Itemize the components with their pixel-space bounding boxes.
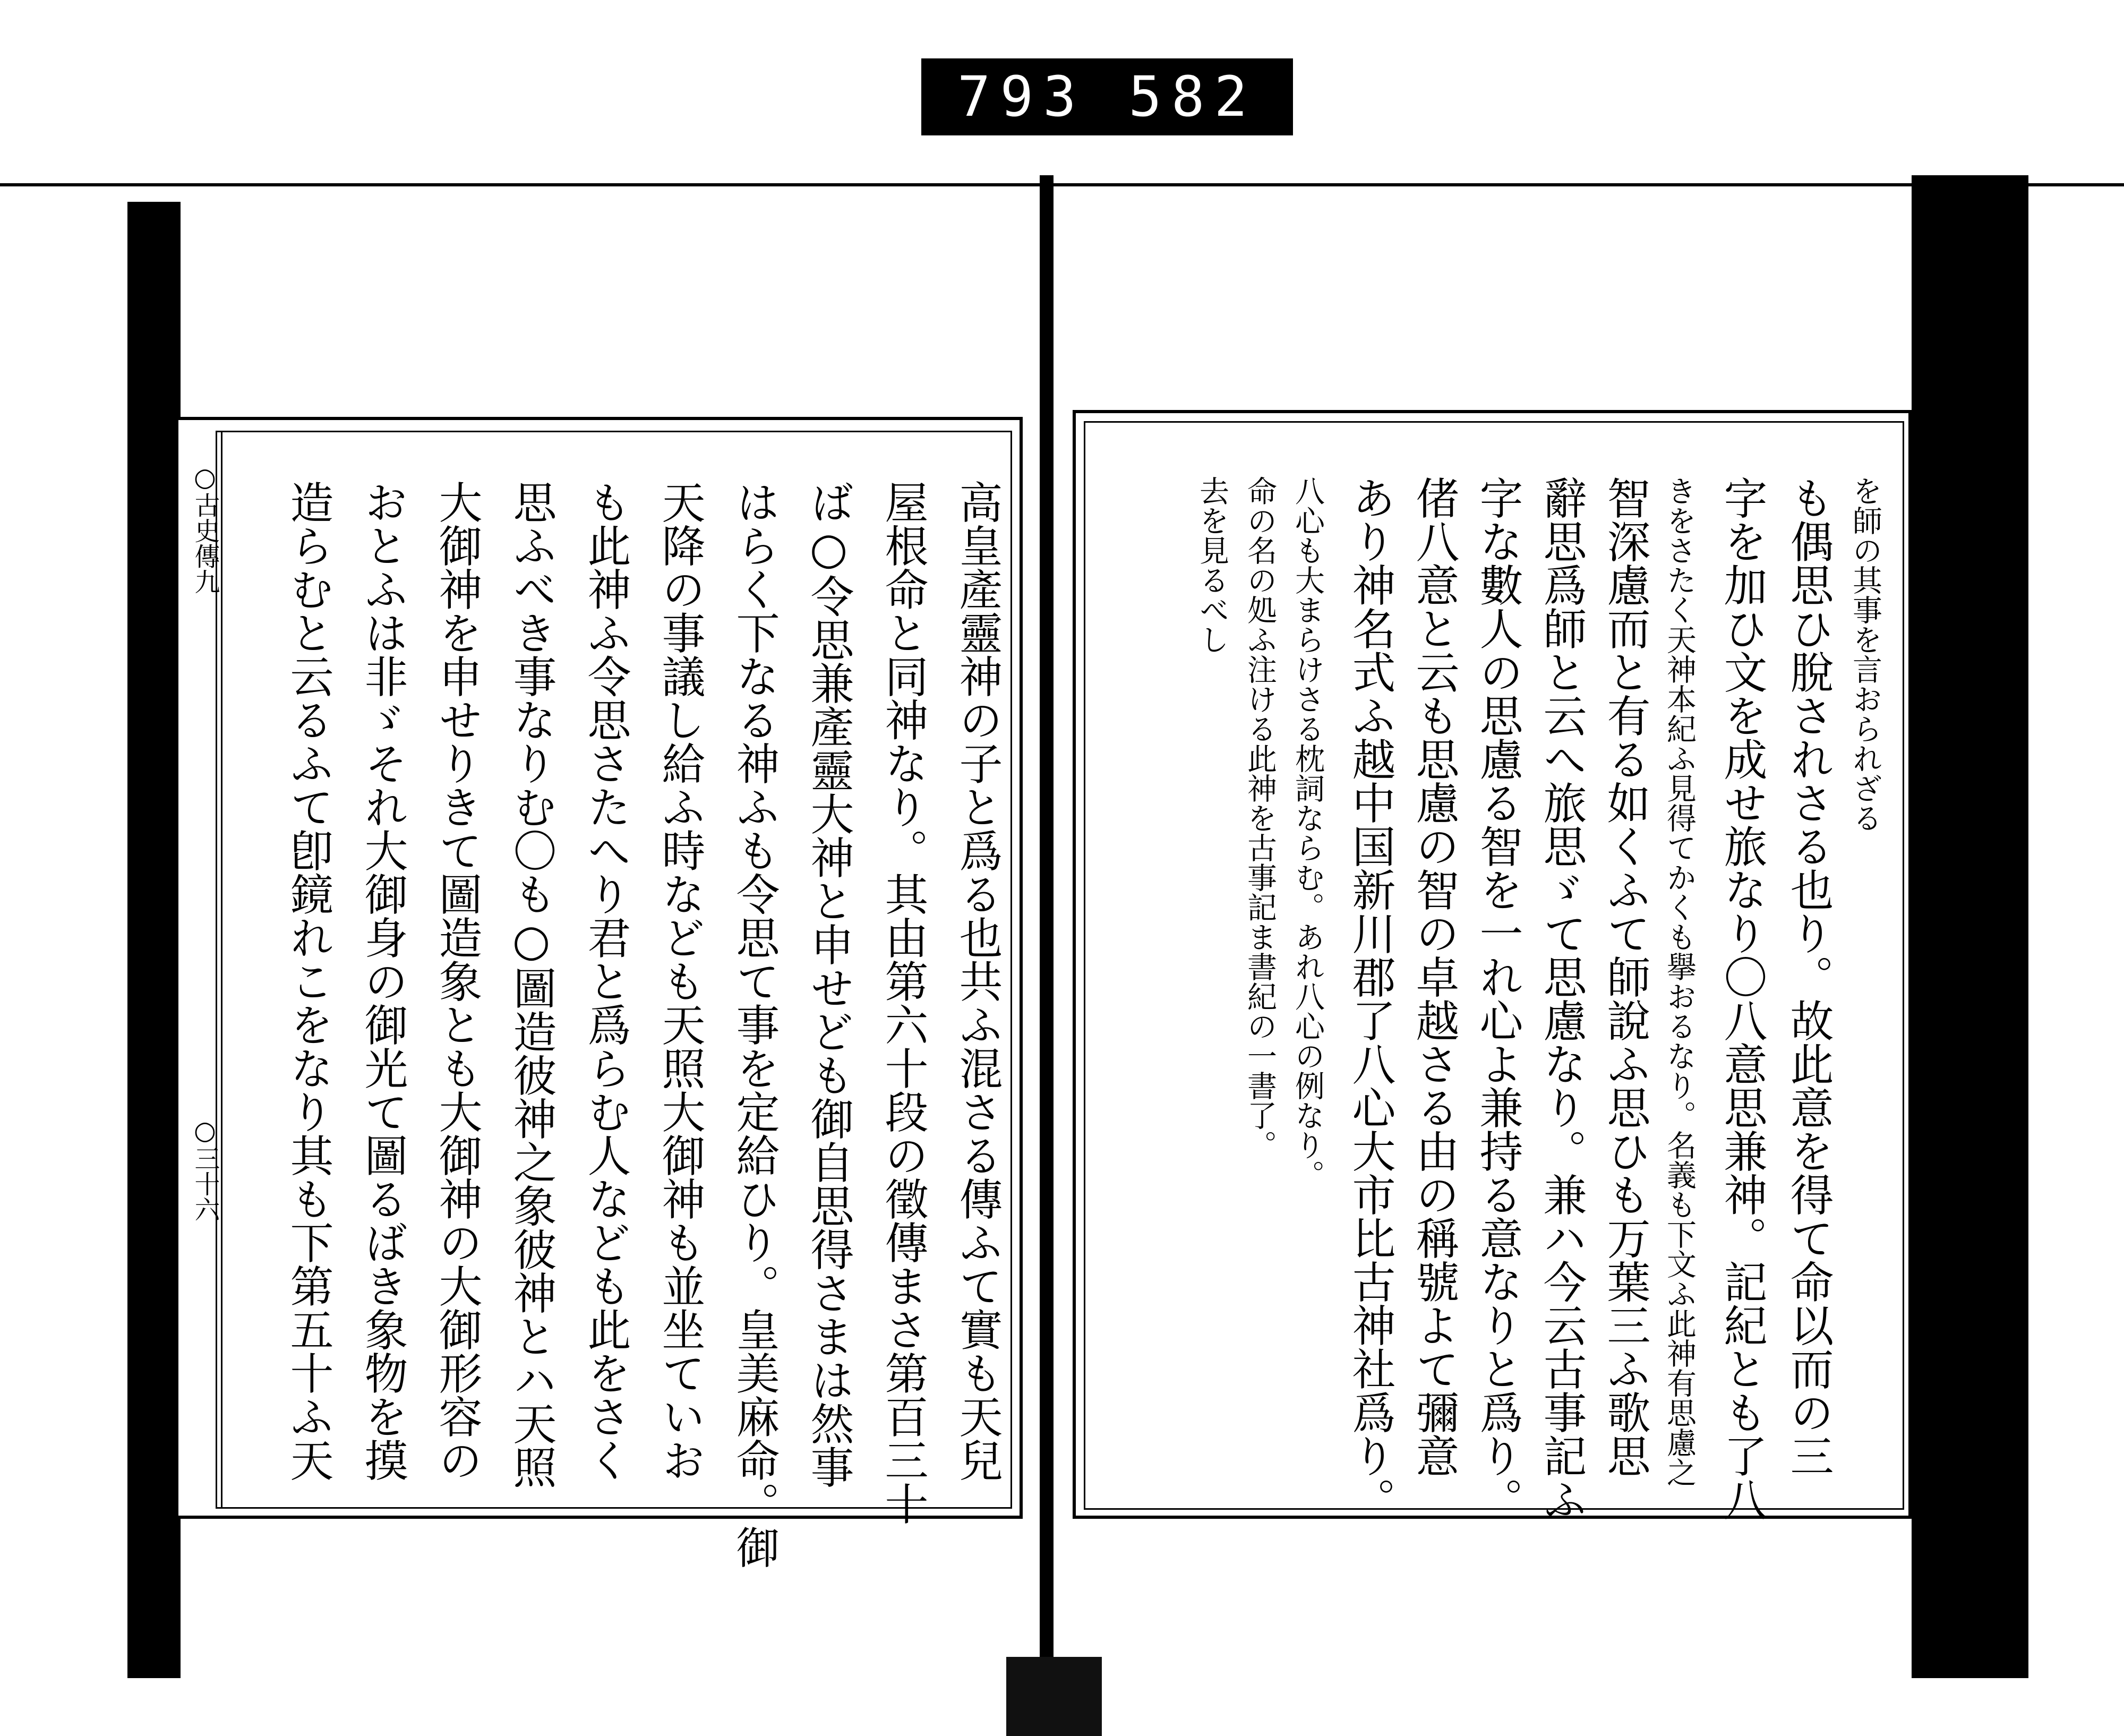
text-column: 八心も大まらけさる枕詞ならむ。あれ八心の例なり。 bbox=[1290, 476, 1325, 1190]
text-column: 辭思爲師と云へ旅思ゞて思慮なり。兼ハ今云古事記ふ bbox=[1536, 476, 1587, 1521]
text-column: 字を加ひ文を成せ旅なり〇八意思兼神。記紀とも了八 bbox=[1717, 476, 1767, 1521]
text-column: も偶思ひ脫されさる也り。故此意を得て命以而の三 bbox=[1783, 476, 1834, 1477]
text-column: 屋根命と同神なり。其由第六十段の徵傳まさ第百三十 bbox=[878, 480, 928, 1525]
right-text-block bbox=[1084, 421, 1904, 1521]
gutter-scan-blot bbox=[1006, 1657, 1102, 1736]
text-column: 去を見るべし bbox=[1195, 476, 1229, 654]
text-column: 高皇產靈神の子と爲る也共ふ混さる傳ふて實も天兒 bbox=[952, 480, 1003, 1482]
text-column: 偖八意と云も思慮の智の卓越さる由の稱號よて彌意 bbox=[1409, 476, 1459, 1477]
book-edge-left bbox=[127, 202, 181, 1678]
text-column: も此神ふ令思さたへり君と爲らむ人なども此をさく bbox=[580, 480, 631, 1482]
text-column: はらく下なる神ふも令思て事を定給ひり。皇美麻命。御 bbox=[729, 480, 780, 1569]
text-column: 天降の事議し給ふ時なども天照大御神も並坐ていお bbox=[655, 480, 705, 1482]
text-column: 大御神を申せりきて圖造象とも大御神の大御形容の bbox=[432, 480, 482, 1482]
page-number: ○三十六 bbox=[190, 1116, 220, 1222]
text-column: 造らむと云るふて卽鏡れこをなり其も下第五十ふ天 bbox=[283, 480, 333, 1482]
archive-number-stamp: 793 582 bbox=[921, 58, 1293, 135]
text-column: 智深慮而と有る如くふて師說ふ思ひも万葉三ふ歌思 bbox=[1600, 476, 1650, 1477]
page-top-edge-line bbox=[0, 183, 2124, 186]
left-text-block bbox=[216, 431, 1012, 1569]
text-column: あり神名式ふ越中国新川郡了八心大市比古神社爲り。 bbox=[1345, 476, 1395, 1521]
right-page-frame bbox=[1073, 410, 1912, 1519]
text-column: 命の名の処ふ注ける此神を古事記ま書紀の一書了。 bbox=[1243, 476, 1277, 1160]
left-page-frame bbox=[175, 417, 1023, 1569]
text-column: を師の其事を言おられざる bbox=[1848, 476, 1882, 833]
running-title: ○古史傳九 bbox=[190, 463, 220, 594]
book-edge-right bbox=[1912, 175, 2028, 1678]
text-column: おとふは非ゞそれ大御身の御光て圖るばき象物を摸 bbox=[357, 480, 408, 1482]
text-column: 思ふべき事なりむ〇も○圖造彼神之象彼神とハ天照 bbox=[506, 480, 556, 1489]
text-column: 字な數人の思慮る智を一れ心よ兼持る意なりと爲り。 bbox=[1472, 476, 1523, 1521]
text-column: ば○令思兼產靈大神と申せども御自思得さまは然事 bbox=[803, 480, 854, 1489]
book-gutter bbox=[1040, 175, 1054, 1736]
text-column: きをさたく天神本紀ふ見得てかくも擧おるなり。名義も下文ふ此神有思慮之 bbox=[1662, 476, 1697, 1487]
